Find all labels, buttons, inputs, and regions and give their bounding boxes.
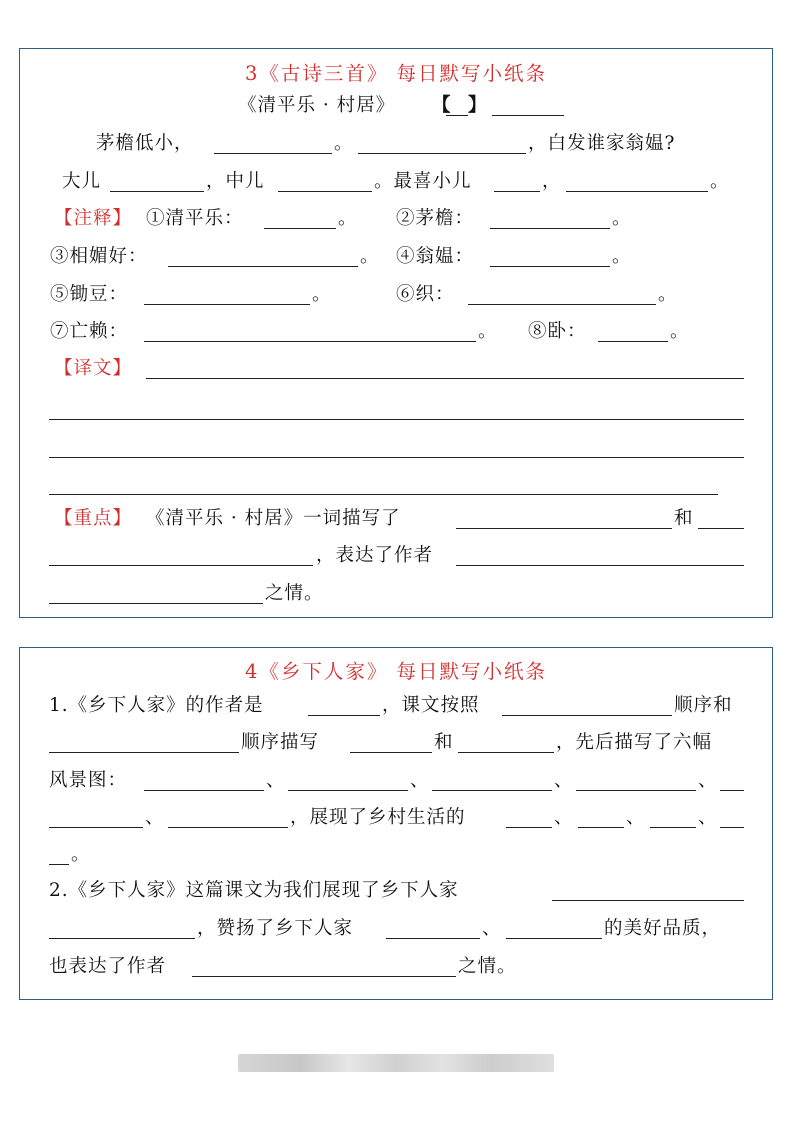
key-row-3 xyxy=(20,581,772,607)
text: 1.《乡下人家》的作者是 xyxy=(49,695,264,716)
text: 。 xyxy=(612,208,632,229)
fill-blank[interactable] xyxy=(350,730,432,753)
text: 、 xyxy=(554,807,574,828)
note-label: ④翁媪： xyxy=(396,246,475,267)
fill-blank[interactable] xyxy=(144,319,476,342)
q1-row-5 xyxy=(20,842,772,868)
fill-blank[interactable] xyxy=(456,506,672,529)
translation-line[interactable] xyxy=(49,493,718,495)
fill-blank[interactable] xyxy=(502,693,672,716)
fill-blank[interactable] xyxy=(490,244,610,267)
bracket-close: 】 xyxy=(468,95,488,116)
note-label: ⑤锄豆： xyxy=(50,284,129,305)
fill-blank[interactable] xyxy=(386,916,480,939)
fill-blank[interactable] xyxy=(49,916,195,939)
fill-blank[interactable] xyxy=(566,169,708,192)
note-label: ①清平乐： xyxy=(146,208,244,229)
poem-line-2 xyxy=(20,169,772,195)
poem-title: 《清平乐 · 村居》 xyxy=(238,95,396,116)
fill-blank[interactable] xyxy=(168,244,358,267)
text: 。最喜小儿 xyxy=(374,171,472,192)
text: 之情。 xyxy=(265,583,324,604)
fill-blank[interactable] xyxy=(49,730,239,753)
fill-blank[interactable] xyxy=(49,805,143,828)
fill-blank[interactable] xyxy=(598,319,668,342)
fill-blank[interactable] xyxy=(192,954,456,977)
text: 。 xyxy=(612,246,632,267)
text: 。 xyxy=(478,321,498,342)
poem-line-1 xyxy=(20,131,772,157)
fill-blank[interactable] xyxy=(49,543,313,566)
text: 、 xyxy=(626,807,646,828)
text: 和 xyxy=(434,732,454,753)
key-tag: 【重点】 xyxy=(54,508,133,529)
q2-row-3 xyxy=(20,954,772,980)
text: ， xyxy=(542,171,562,192)
text: 、 xyxy=(410,770,430,791)
notes-row-4 xyxy=(20,319,772,345)
text: 、 xyxy=(266,770,286,791)
author-blank[interactable] xyxy=(446,93,468,116)
note-label: ③相媚好： xyxy=(50,246,148,267)
translation-line[interactable] xyxy=(49,456,744,458)
note-label: ⑧卧： xyxy=(528,321,587,342)
text: ，课文按照 xyxy=(382,695,480,716)
fill-blank[interactable] xyxy=(49,581,263,604)
key-row-2 xyxy=(20,543,772,569)
q1-row-2 xyxy=(20,730,772,756)
fill-blank[interactable] xyxy=(506,805,552,828)
bracket-open: 【 xyxy=(432,95,452,116)
fill-blank[interactable] xyxy=(144,768,264,791)
text: ，先后描写了六幅 xyxy=(556,732,713,753)
text: 。 xyxy=(71,844,91,865)
text: 的美好品质， xyxy=(604,918,722,939)
text: 。 xyxy=(658,284,678,305)
text: 《清平乐 · 村居》一词描写了 xyxy=(146,508,401,529)
dynasty-blank[interactable] xyxy=(492,93,564,116)
translation-line[interactable] xyxy=(49,418,744,420)
fill-blank[interactable] xyxy=(458,730,554,753)
fill-blank[interactable] xyxy=(456,543,744,566)
fill-blank[interactable] xyxy=(494,169,540,192)
q1-row-4 xyxy=(20,805,772,831)
text: 之情。 xyxy=(458,956,517,977)
text: ，中儿 xyxy=(206,171,265,192)
notes-row-2 xyxy=(20,244,772,270)
fill-blank[interactable] xyxy=(576,768,696,791)
text: 、 xyxy=(554,770,574,791)
q2-row-1 xyxy=(20,878,772,904)
note-label: ⑥织： xyxy=(396,284,455,305)
text: 茅檐低小， xyxy=(96,133,194,154)
text: 和 xyxy=(674,508,694,529)
text: 顺序描写 xyxy=(241,732,320,753)
note-label: ②茅檐： xyxy=(396,208,475,229)
fill-blank[interactable] xyxy=(720,805,744,828)
text: ，表达了作者 xyxy=(316,545,434,566)
text: 、 xyxy=(482,918,502,939)
dictation-card-ancient-poems xyxy=(19,48,773,618)
fill-blank[interactable] xyxy=(552,878,744,901)
translation-blank[interactable] xyxy=(146,356,744,379)
note-label: ⑦亡赖： xyxy=(50,321,129,342)
fill-blank[interactable] xyxy=(698,506,744,529)
fill-blank[interactable] xyxy=(49,842,69,865)
text: 也表达了作者 xyxy=(49,956,167,977)
fill-blank[interactable] xyxy=(650,805,696,828)
fill-blank[interactable] xyxy=(468,282,656,305)
text: 。 xyxy=(312,284,332,305)
notes-tag: 【注释】 xyxy=(54,208,133,229)
fill-blank[interactable] xyxy=(278,169,372,192)
text: 。 xyxy=(670,321,690,342)
text: 。 xyxy=(710,171,730,192)
fill-blank[interactable] xyxy=(110,169,204,192)
fill-blank[interactable] xyxy=(214,131,332,154)
fill-blank[interactable] xyxy=(168,805,288,828)
q2-row-2 xyxy=(20,916,772,942)
fill-blank[interactable] xyxy=(308,693,380,716)
card-title: 4《乡下人家》 每日默写小纸条 xyxy=(244,660,548,683)
fill-blank[interactable] xyxy=(144,282,310,305)
text: 风景图： xyxy=(49,770,128,791)
fill-blank[interactable] xyxy=(288,768,408,791)
q1-row-3 xyxy=(20,768,772,794)
fill-blank[interactable] xyxy=(506,916,602,939)
key-row-1 xyxy=(20,506,772,532)
fill-blank[interactable] xyxy=(432,768,552,791)
blurred-watermark xyxy=(238,1054,554,1072)
fill-blank[interactable] xyxy=(578,805,624,828)
text: 2.《乡下人家》这篇课文为我们展现了乡下人家 xyxy=(49,880,459,901)
translation-row xyxy=(20,356,772,382)
poem-title-row xyxy=(20,93,772,119)
q1-row-1 xyxy=(20,693,772,719)
fill-blank[interactable] xyxy=(720,768,744,791)
text: 。 xyxy=(360,246,380,267)
text: 大儿 xyxy=(62,171,102,192)
fill-blank[interactable] xyxy=(490,206,610,229)
fill-blank[interactable] xyxy=(264,206,336,229)
fill-blank[interactable] xyxy=(358,131,526,154)
text: ，白发谁家翁媪? xyxy=(528,133,676,154)
notes-row-3 xyxy=(20,282,772,308)
card-title: 3《古诗三首》 每日默写小纸条 xyxy=(244,62,548,85)
text: 、 xyxy=(698,770,718,791)
text: 。 xyxy=(338,208,358,229)
text: 顺序和 xyxy=(674,695,733,716)
notes-row-1 xyxy=(20,206,772,232)
text: ，赞扬了乡下人家 xyxy=(197,918,354,939)
text: 、 xyxy=(698,807,718,828)
text: ，展现了乡村生活的 xyxy=(290,807,466,828)
dictation-card-village-homes xyxy=(19,647,773,1000)
text: 、 xyxy=(145,807,165,828)
translation-tag: 【译文】 xyxy=(54,358,133,379)
text: 。 xyxy=(334,133,354,154)
